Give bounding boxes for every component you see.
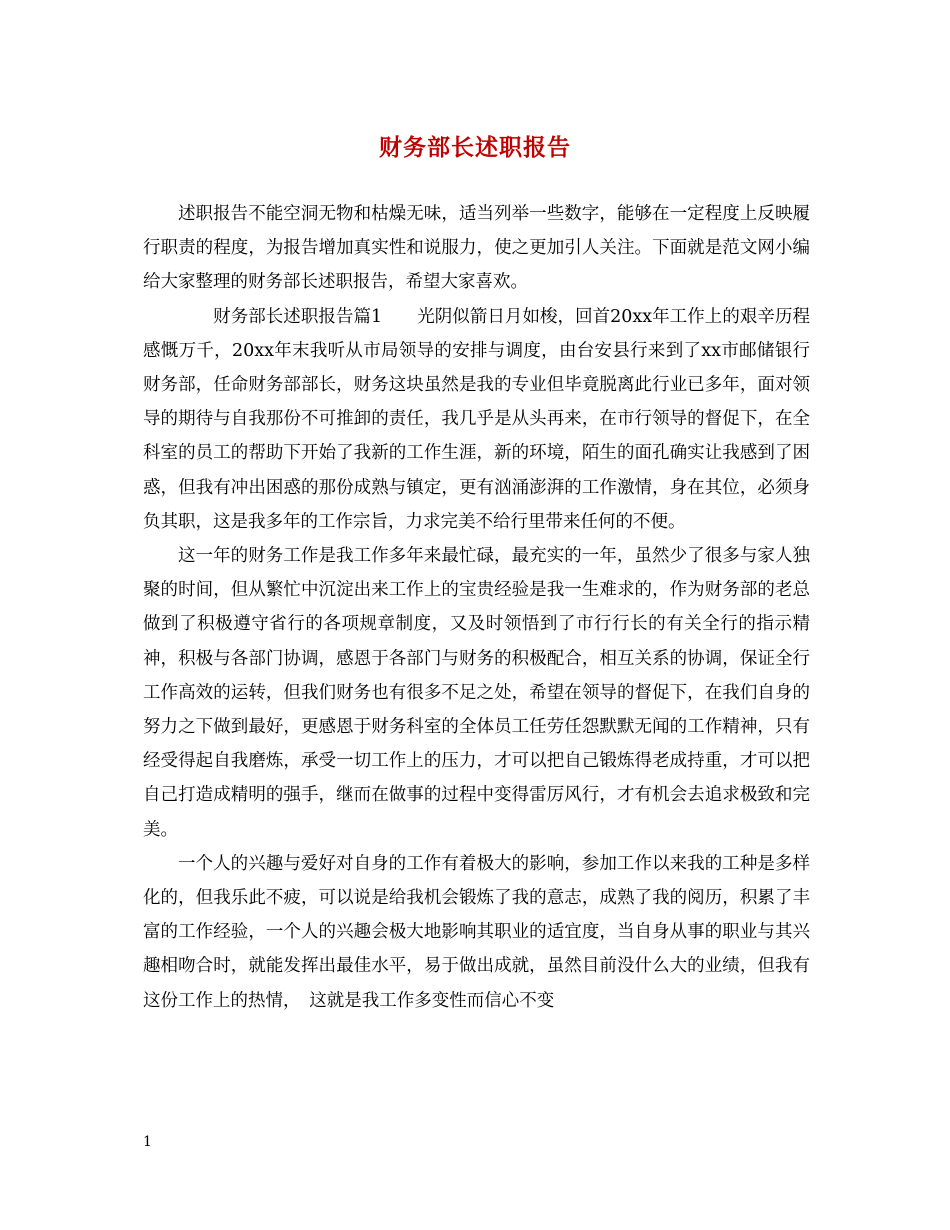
paragraph-section-1: 财务部长述职报告篇1 光阴似箭日月如梭，回首20xx年工作上的艰辛历程感慨万千，20xx年末我听从市局领导的安排与调度，由台安县行来到了xx市邮储银行财务部，任命财务部部长，财务这块虽然是我的专业但毕竟脱离此行业已多年，面对领导的期待与自我那份不可推卸的责任，我几乎是从头再来，在市行领导的督促下，在全科室的员工的帮助下开始了我新的工作生涯，新的环境，陌生的面孔确实让我感到了困惑，但我有冲出困惑的那份成熟与镇定，更有汹涌澎湃的工作激情，身在其位，必须身负其职，这是我多年的工作宗旨，力求完美不给行里带来任何的不便。	[143, 306, 810, 532]
paragraph-interest: 一个人的兴趣与爱好对自身的工作有着极大的影响，参加工作以来我的工种是多样化的，但我乐此不疲，可以说是给我机会锻炼了我的意志，成熟了我的阅历，积累了丰富的工作经验，一个人的兴趣会极大地影响其职业的适宜度，当自身从事的职业与其兴趣相吻合时，就能发挥出最佳水平，易于做出成就，虽然目前没什么大的业绩，但我有这份工作上的热情， 这就是我工作多变性而信心不变	[143, 853, 810, 1011]
page-number: 1	[143, 1134, 152, 1150]
paragraph-intro: 述职报告不能空洞无物和枯燥无味，适当列举一些数字，能够在一定程度上反映履行职责的程度，为报告增加真实性和说服力，使之更加引人关注。下面就是范文网小编给大家整理的财务部长述职报告，希望大家喜欢。	[143, 204, 810, 293]
document-body	[143, 197, 810, 1018]
paragraph-financial-work: 这一年的财务工作是我工作多年来最忙碌，最充实的一年，虽然少了很多与家人独聚的时间，但从繁忙中沉淀出来工作上的宝贵经验是我一生难求的，作为财务部的老总做到了积极遵守省行的各项规章制度，又及时领悟到了市行行长的有关全行的指示精神，积极与各部门协调，感恩于各部门与财务的积极配合，相互关系的协调，保证全行工作高效的运转，但我们财务也有很多不足之处，希望在领导的督促下，在我们自身的努力之下做到最好，更感恩于财务科室的全体员工任劳任怨默默无闻的工作精神，只有经受得起自我磨炼，承受一切工作上的压力，才可以把自己锻炼得老成持重，才可以把自己打造成精明的强手，继而在做事的过程中变得雷厉风行，才有机会去追求极致和完美。	[143, 546, 810, 840]
document-title: 财务部长述职报告	[379, 134, 571, 161]
